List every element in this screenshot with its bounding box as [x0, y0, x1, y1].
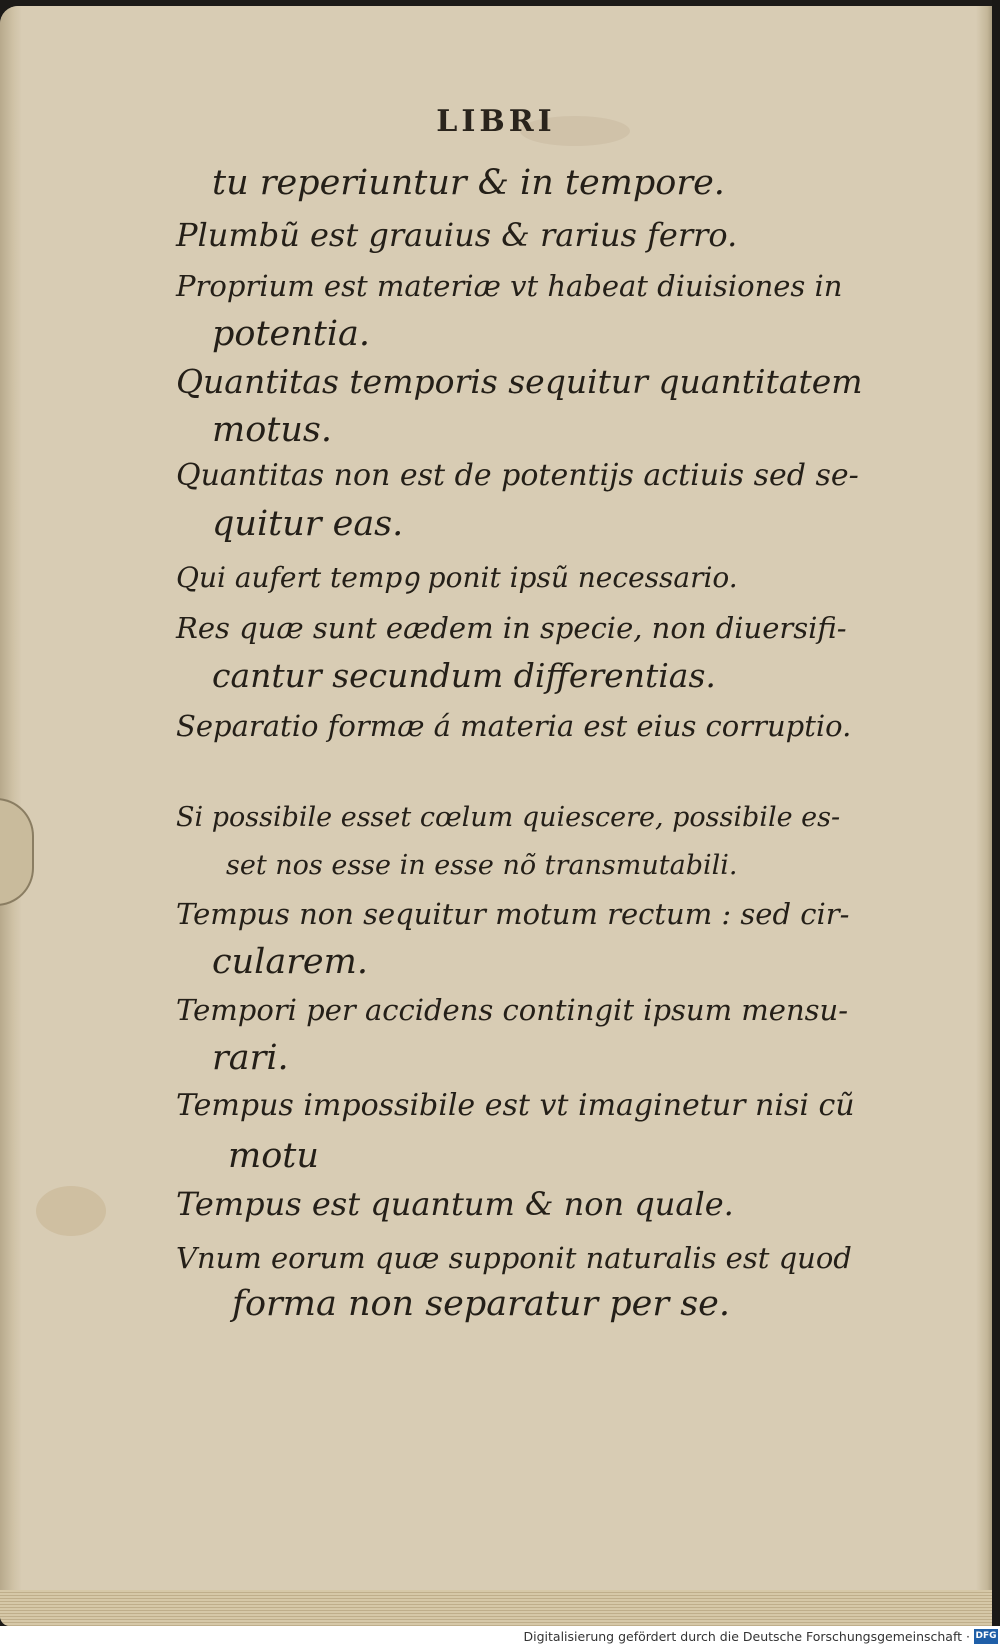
entry-text: motu — [228, 1136, 319, 1176]
dfg-logo: DFG — [974, 1629, 998, 1644]
entry-text: Res quæ sunt eædem in specie, non diuersifi- — [176, 611, 847, 645]
entry-text: quitur eas. — [212, 504, 404, 544]
index-entries — [0, 6, 992, 1626]
entry-text: Plumbũ est grauius & rarius ferro. — [176, 216, 738, 254]
entry-text: cularem. — [212, 942, 368, 982]
entry-text: set nos esse in esse nõ transmutabili. — [226, 850, 738, 881]
entry-text: Quantitas temporis sequitur quantitatem — [176, 362, 863, 401]
entry-text: Tempori per accidens contingit ipsum mensu- — [176, 993, 848, 1027]
entry-text: Vnum eorum quæ supponit naturalis est quod — [176, 1241, 852, 1275]
entry-text: Si possibile esset cœlum quiescere, possibile es- — [176, 802, 841, 833]
running-header: LIBRI — [436, 104, 556, 139]
entry-text: Separatio formæ á materia est eius corruptio. — [176, 709, 852, 743]
entry-text: rari. — [212, 1038, 289, 1078]
entry-text: Tempus est quantum & non quale. — [176, 1185, 734, 1223]
entry-text: potentia. — [212, 314, 371, 354]
digitization-footer — [0, 1626, 1000, 1648]
entry-text: tu reperiuntur & in tempore. — [212, 163, 725, 203]
book-page — [0, 6, 992, 1626]
entry-text: Tempus impossibile est vt imaginetur nisi cũ — [176, 1088, 855, 1123]
footer-credit: Digitalisierung gefördert durch die Deutsche Forschungsgemeinschaft · — [523, 1629, 970, 1644]
entry-text: cantur secundum differentias. — [212, 656, 716, 695]
entry-text: Tempus non sequitur motum rectum : sed cir- — [176, 897, 850, 931]
dark-background — [992, 0, 1000, 1648]
entry-text: Proprium est materiæ vt habeat diuisiones in — [176, 269, 843, 303]
entry-text: forma non separatur per se. — [232, 1284, 730, 1324]
entry-text: Qui aufert tempꝯ ponit ipsũ necessario. — [176, 561, 738, 594]
entry-text: motus. — [212, 410, 332, 450]
entry-text: Quantitas non est de potentijs actiuis sed se- — [176, 458, 859, 493]
